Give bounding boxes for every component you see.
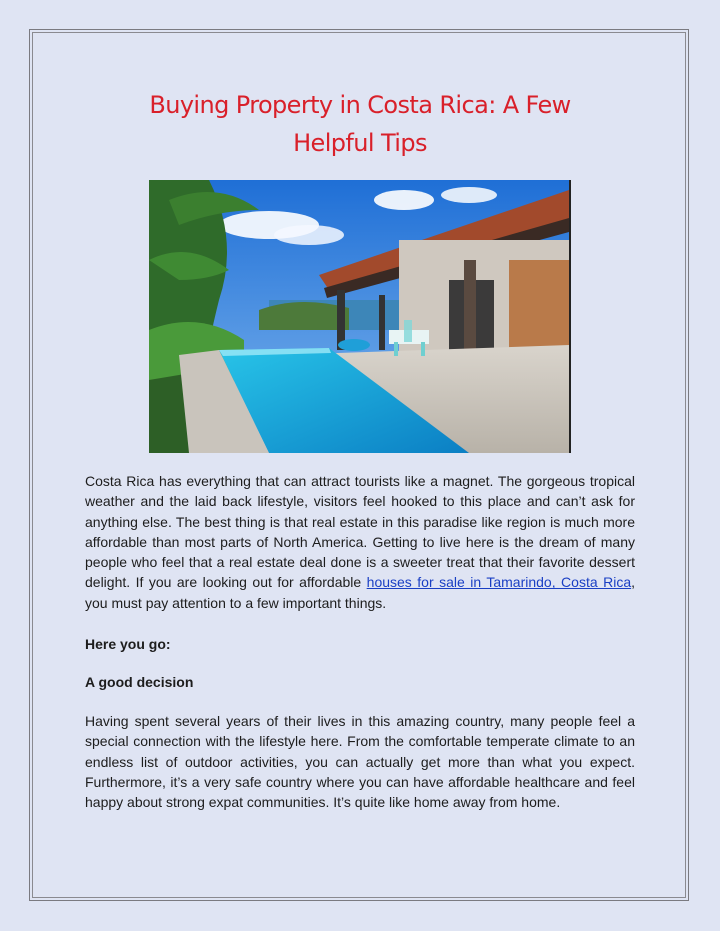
section-heading: A good decision [85, 674, 194, 690]
intro-paragraph [85, 471, 635, 613]
houses-for-sale-link[interactable]: houses for sale in Tamarindo, Costa Rica [366, 574, 632, 591]
title-line-2: Helpful Tips [293, 129, 427, 157]
intro-text-end: , you must pay attention to a few important things. [85, 574, 635, 611]
intro-text: Costa Rica has everything that can attract tourists like a magnet. The gorgeous tropical weather and the laid back lifestyle, visitors feel hooked to this place and can’t ask for anything else. The best thing is that real estate in this paradise like region is much more affordable than most parts of North America. Getting to live here is the dream of many people who feel that a real estate deal done is a sweeter treat that their favorite dessert delight. If you are looking out for affordable [85, 473, 635, 591]
villa-pool-photo [149, 180, 571, 453]
page-title [0, 86, 720, 162]
here-you-go-label: Here you go: [85, 636, 171, 652]
decision-paragraph: Having spent several years of their lives in this amazing country, many people feel a special connection with the lifestyle here. From the comfortable temperate climate to an endless list of outdoor activities, you can actually get more than what you expect. Furthermore, it’s a very safe country where you can have affordable healthcare and feel happy about strong expat communities. It’s quite like home away from home. [85, 713, 635, 811]
title-line-1: Buying Property in Costa Rica: A Few [149, 91, 571, 119]
